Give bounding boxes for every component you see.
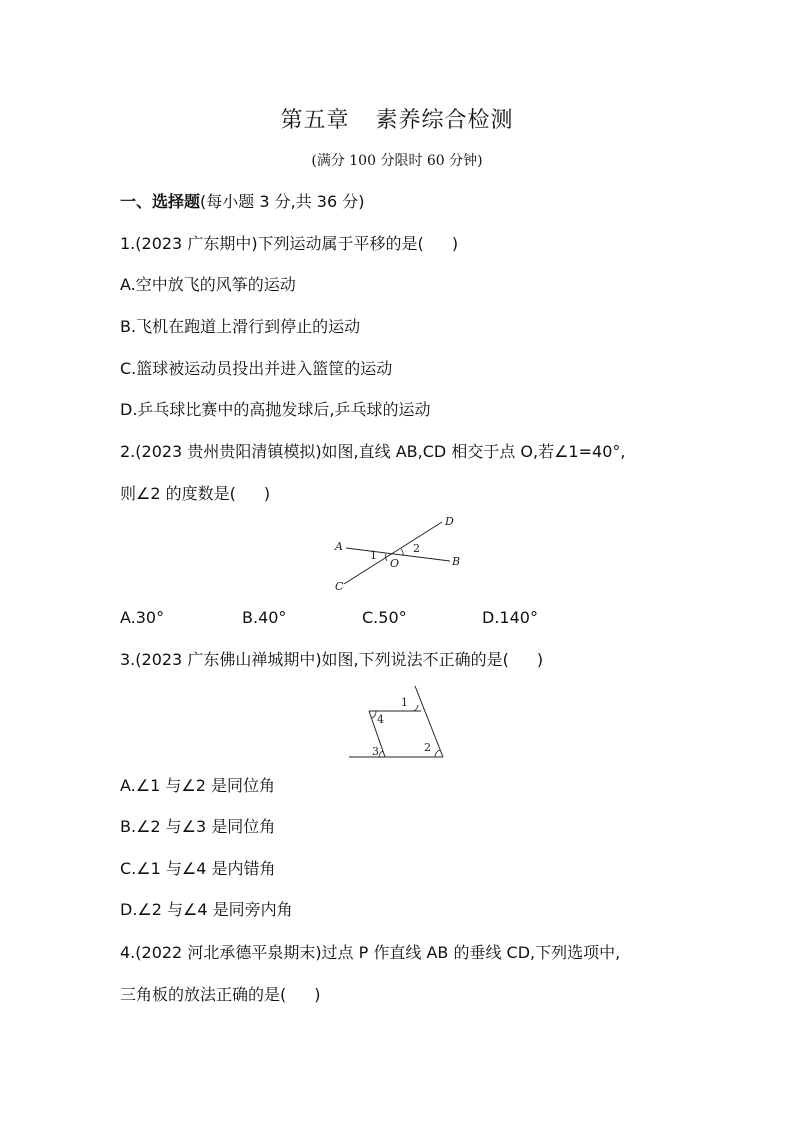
question-2-figure xyxy=(330,512,470,594)
question-3-option-c: C.∠1 与∠4 是内错角 xyxy=(120,859,276,878)
section-note: (每小题 3 分,共 36 分) xyxy=(200,192,365,211)
chapter-subject: 素养综合检测 xyxy=(375,108,514,133)
exam-info: (满分 100 分限时 60 分钟) xyxy=(311,153,483,169)
question-2-option-a: A.30° xyxy=(120,608,165,627)
question-2-stem-line1: 2.(2023 贵州贵阳清镇模拟)如图,直线 AB,CD 相交于点 O,若∠1=40°, xyxy=(120,442,626,461)
section-title: 一、选择题 xyxy=(120,192,201,211)
angle-1-arc xyxy=(413,705,418,711)
label-angle-2: 2 xyxy=(413,542,420,555)
angle-4-arc xyxy=(372,711,376,718)
question-1-option-c: C.篮球被运动员投出并进入篮筐的运动 xyxy=(120,359,393,378)
angle-3-arc xyxy=(379,751,383,757)
question-3-option-d: D.∠2 与∠4 是同旁内角 xyxy=(120,900,293,919)
label-angle-1: 1 xyxy=(401,696,408,709)
question-1-stem: 1.(2023 广东期中)下列运动属于平移的是( ) xyxy=(120,234,459,253)
label-c: C xyxy=(335,580,344,593)
question-2-options xyxy=(120,608,538,628)
label-angle-1: 1 xyxy=(370,549,377,562)
question-3-option-b: B.∠2 与∠3 是同位角 xyxy=(120,817,276,836)
question-3-figure xyxy=(345,678,455,764)
label-a: A xyxy=(335,540,343,553)
question-4-stem-line2: 三角板的放法正确的是( ) xyxy=(120,985,321,1004)
question-3-stem: 3.(2023 广东佛山禅城期中)如图,下列说法不正确的是( ) xyxy=(120,650,544,669)
question-1-option-a: A.空中放飞的风筝的运动 xyxy=(120,275,296,294)
angle-2-arc xyxy=(435,750,440,757)
question-2-option-d: D.140° xyxy=(482,608,538,627)
label-angle-3: 3 xyxy=(372,745,379,758)
chapter-label: 第五章 xyxy=(280,108,350,133)
question-2-option-b: B.40° xyxy=(242,608,287,627)
page-title xyxy=(0,103,794,134)
label-angle-2: 2 xyxy=(424,741,431,754)
question-1-option-b: B.飞机在跑道上滑行到停止的运动 xyxy=(120,317,361,336)
question-1-option-d: D.乒乓球比赛中的高抛发球后,乒乓球的运动 xyxy=(120,400,431,419)
section-heading xyxy=(120,192,364,212)
label-o: O xyxy=(390,557,400,570)
question-2-stem-line2: 则∠2 的度数是( ) xyxy=(120,484,271,503)
line-cd xyxy=(344,522,442,584)
label-d: D xyxy=(445,515,454,528)
question-4-stem-line1: 4.(2022 河北承德平泉期末)过点 P 作直线 AB 的垂线 CD,下列选项中, xyxy=(120,943,621,962)
question-2-option-c: C.50° xyxy=(362,608,407,627)
label-angle-4: 4 xyxy=(377,713,384,726)
label-b: B xyxy=(452,555,461,568)
question-3-option-a: A.∠1 与∠2 是同位角 xyxy=(120,776,275,795)
